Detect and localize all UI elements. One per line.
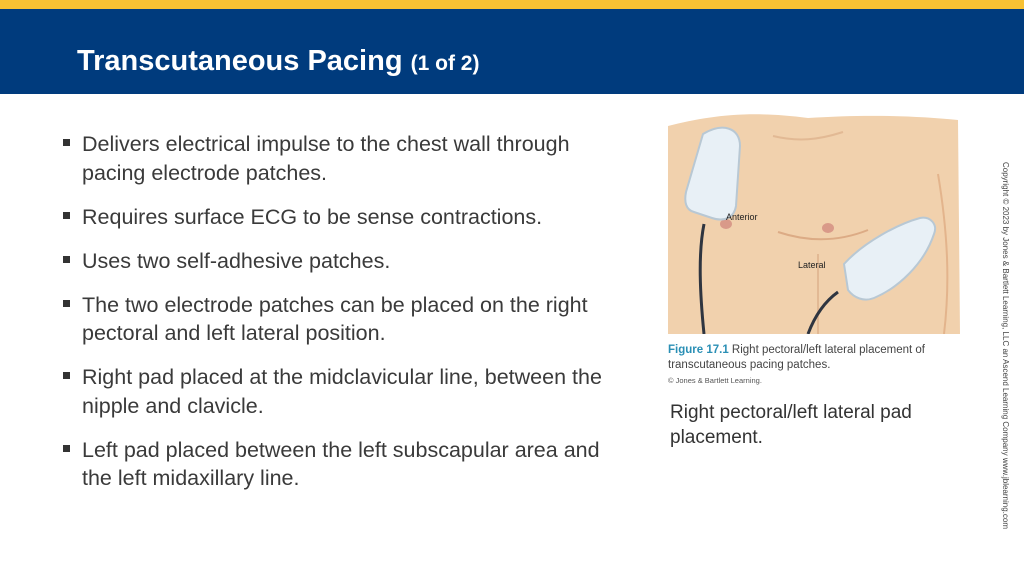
figure-number: Figure 17.1 (668, 344, 729, 356)
bullet-marker (63, 212, 70, 219)
bullet-marker (63, 445, 70, 452)
torso-illustration (668, 114, 960, 334)
bullet-text: The two electrode patches can be placed on the right pectoral and left lateral position. (82, 292, 588, 345)
bullet-item (62, 436, 622, 493)
image-description: Right pectoral/left lateral pad placement. (670, 402, 912, 448)
copyright-notice: Copyright © 2023 by Jones & Bartlett Learning, LLC an Ascend Learning Company www.jblearning.com (1001, 162, 1010, 529)
bullet-item (62, 363, 622, 420)
bullet-item (62, 291, 622, 348)
nipple-right (822, 223, 834, 233)
slide-title-suffix: (1 of 2) (410, 52, 480, 75)
bullet-item (62, 130, 622, 187)
bullet-item (62, 203, 622, 232)
title-bar (0, 9, 1024, 94)
bullet-marker (63, 372, 70, 379)
figure-credit: © Jones & Bartlett Learning. (668, 376, 762, 385)
accent-stripe (0, 0, 1024, 9)
bullet-text: Right pad placed at the midclavicular line, between the nipple and clavicle. (82, 365, 602, 418)
figure-caption-text: Right pectoral/left lateral placement of transcutaneous pacing patches. (668, 344, 925, 371)
bullet-text: Requires surface ECG to be sense contractions. (82, 204, 543, 229)
bullet-item (62, 247, 622, 276)
bullet-marker (63, 256, 70, 263)
figure-pad-placement (668, 114, 960, 388)
lateral-label: Lateral (798, 260, 826, 270)
figure-caption (668, 343, 960, 372)
bullet-marker (63, 139, 70, 146)
slide-title (77, 45, 479, 78)
slide-title-main: Transcutaneous Pacing (77, 45, 403, 77)
bullet-marker (63, 300, 70, 307)
bullet-text: Delivers electrical impulse to the chest wall through pacing electrode patches. (82, 132, 570, 185)
bullet-text: Uses two self-adhesive patches. (82, 248, 391, 273)
bullet-text: Left pad placed between the left subscapular area and the left midaxillary line. (82, 437, 600, 490)
anterior-label: Anterior (726, 212, 758, 222)
bullet-list (62, 130, 622, 508)
